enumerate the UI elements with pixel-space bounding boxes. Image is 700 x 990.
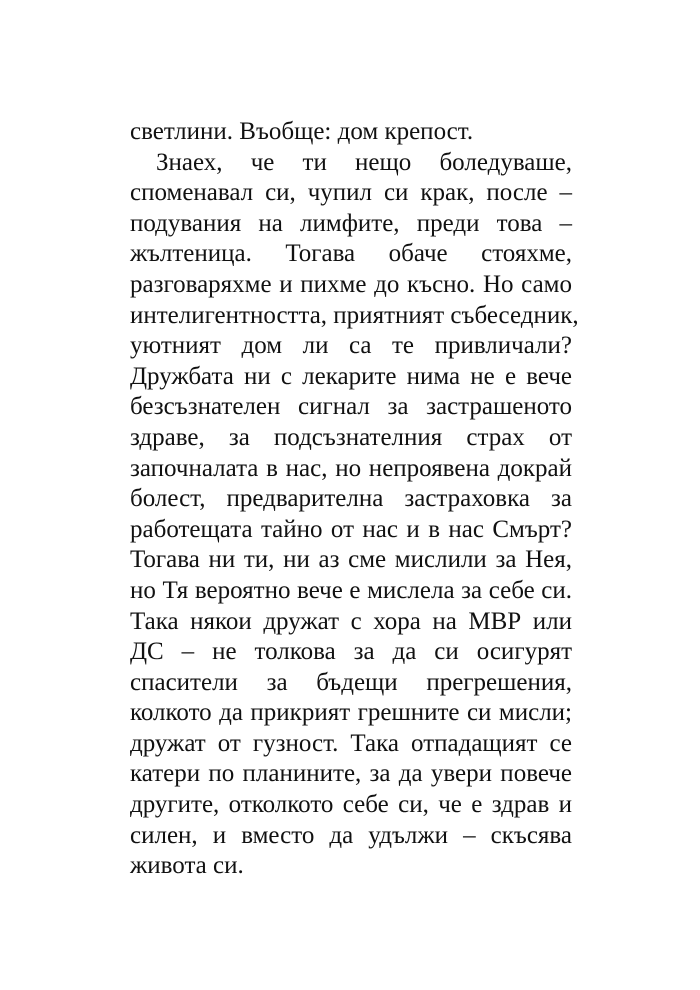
page-text (130, 117, 579, 882)
text-line: другите, отколкото себе си, че е здрав и (130, 791, 572, 819)
text-line: уютният дом ли са те привличали? (130, 332, 572, 360)
text-line: започналата в нас, но непроявена докрай (130, 454, 572, 482)
text-line: силен, и вместо да удължи – скъсява (130, 821, 572, 849)
text-line: болест, предварителна застраховка за (130, 485, 572, 513)
text-line: подувания на лимфите, преди това – (130, 209, 572, 237)
text-line: колкото да прикрият грешните си мисли; (130, 699, 572, 727)
text-line: Така някои дружат с хора на МВР или (130, 607, 572, 635)
text-line: живота си. (130, 852, 244, 880)
text-line: светлини. Въобще: дом крепост. (130, 118, 474, 145)
text-line: дружат от гузност. Така отпадащият се (130, 729, 572, 757)
text-line: работещата тайно от нас и в нас Смърт? (130, 515, 572, 543)
text-line: ДС – не толкова за да си осигурят (130, 638, 572, 666)
text-line: Дружбата ни с лекарите нима не е вече (130, 362, 572, 390)
text-line: безсъзнателен сигнал за застрашеното (130, 393, 572, 421)
text-line: катери по планините, за да увери повече (130, 760, 572, 788)
text-line: разговаряхме и пихме до късно. Но само (130, 270, 572, 298)
text-line: но Тя вероятно вече е мислела за себе си. (130, 576, 572, 604)
text-line: споменавал си, чупил си крак, после – (130, 179, 572, 207)
text-line: интелигентността, приятният събеседник, (130, 301, 579, 329)
text-line: здраве, за подсъзнателния страх от (130, 423, 572, 451)
text-line: Тогава ни ти, ни аз сме мислили за Нея, (130, 546, 572, 574)
text-line: спасители за бъдещи прегрешения, (130, 668, 572, 696)
text-line: жълтеница. Тогава обаче стояхме, (130, 240, 572, 268)
text-line: Знаех, че ти нещо боледуваше, (156, 148, 572, 176)
